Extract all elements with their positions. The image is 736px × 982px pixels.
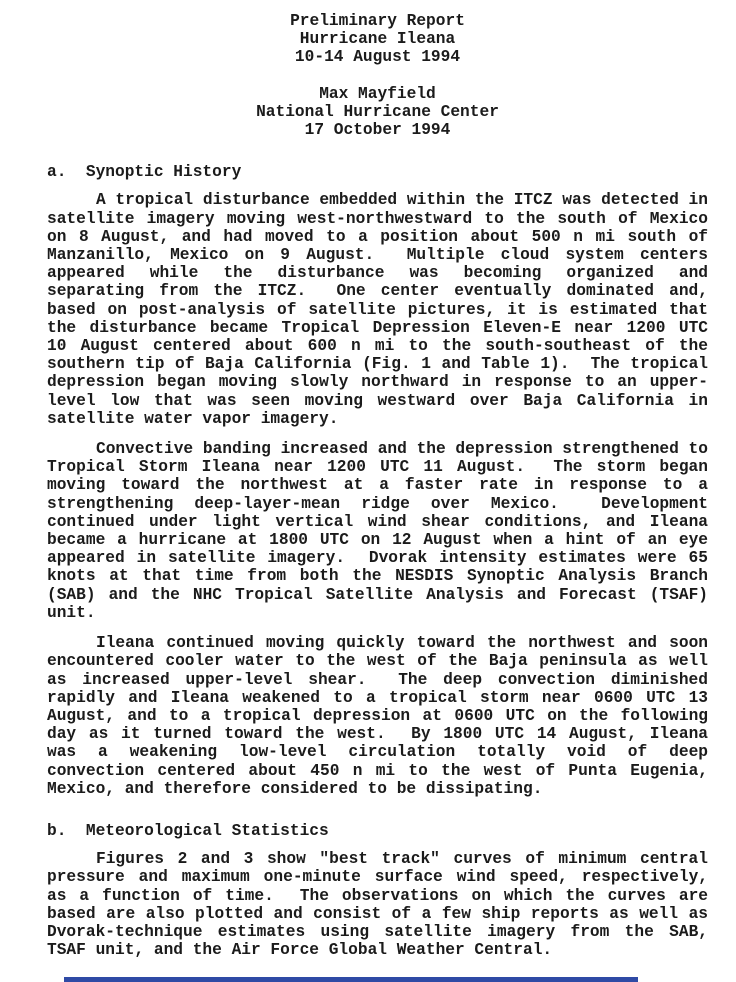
text-line: satellite imagery moving west-northwestward to the south of Mexico [47,209,708,228]
text-line: as increased upper-level shear. The deep convection diminished [47,670,708,689]
text-line: strengthening deep-layer-mean ridge over Mexico. Development [47,494,708,513]
paragraph [47,440,708,622]
text-line: based are also plotted and consist of a few ship reports as well as [47,904,708,923]
report-date: 17 October 1994 [304,121,451,140]
section-b-heading: b. Meteorological Statistics [47,821,329,840]
text-line: was a weakening low-level circulation totally void of deep [47,743,708,762]
section-b-paragraphs [47,850,708,959]
text-line: Figures 2 and 3 show "best track" curves of minimum central [96,850,708,869]
report-organization: National Hurricane Center [256,102,499,121]
text-line: separating from the ITCZ. One center eventually dominated and, [47,282,708,301]
text-line: August, and to a tropical depression at 0600 UTC on the following [47,706,708,725]
text-line: TSAF unit, and the Air Force Global Weather Central. [47,941,553,960]
report-author: Max Mayfield [319,84,436,103]
text-line: based on post-analysis of satellite pictures, it is estimated that [47,300,708,319]
text-line: A tropical disturbance embedded within the ITCZ was detected in [96,191,708,210]
text-line: day as it turned toward the west. By 1800 UTC 14 August, Ileana [47,725,708,744]
text-line: Ileana continued moving quickly toward the northwest and soon [96,634,708,653]
text-line: (SAB) and the NHC Tropical Satellite Analysis and Forecast (TSAF) [47,585,708,604]
report-title-line-3: 10-14 August 1994 [294,48,461,67]
report-byline-block [47,85,708,140]
text-line: on 8 August, and had moved to a position about 500 n mi south of [47,227,708,246]
paragraph [47,634,708,798]
text-line: rapidly and Ileana weakened to a tropical storm near 0600 UTC 13 [47,688,708,707]
report-title-line-1: Preliminary Report [290,12,465,30]
paragraph [47,191,708,428]
text-line: convection centered about 450 n mi to the west of Punta Eugenia, [47,761,708,780]
section-a-paragraphs [47,191,708,798]
text-line: moving toward the northwest at a faster rate in response to a [47,476,708,495]
text-line: appeared while the disturbance was becoming organized and [47,264,708,283]
text-line: Mexico, and therefore considered to be dissipating. [47,779,543,798]
section-meteorological-statistics [47,822,708,959]
footer-blue-bar [64,977,638,982]
text-line: 10 August centered about 600 n mi to the south-southeast of the [47,337,708,356]
section-synoptic-history [47,163,708,798]
text-line: as a function of time. The observations on which the curves are [47,886,708,905]
text-line: Dvorak-technique estimates using satellite imagery from the SAB, [47,922,708,941]
text-line: satellite water vapor imagery. [47,409,339,428]
text-line: became a hurricane at 1800 UTC on 12 August when a hint of an eye [47,531,708,550]
text-line: continued under light vertical wind shear conditions, and Ileana [47,512,708,531]
text-line: Manzanillo, Mexico on 9 August. Multiple cloud system centers [47,246,708,265]
text-line: Convective banding increased and the depression strengthened to [96,440,708,459]
text-line: knots at that time from both the NESDIS Synoptic Analysis Branch [47,567,708,586]
report-text-column [47,12,708,959]
report-title-line-2: Hurricane Ileana [299,30,456,49]
text-line: level low that was seen moving westward over Baja California in [47,391,708,410]
text-line: Tropical Storm Ileana near 1200 UTC 11 August. The storm began [47,458,708,477]
text-line: pressure and maximum one-minute surface wind speed, respectively, [47,868,708,887]
text-line: depression began moving slowly northward in response to an upper- [47,373,708,392]
text-line: southern tip of Baja California (Fig. 1 and Table 1). The tropical [47,355,708,374]
text-line: encountered cooler water to the west of the Baja peninsula as well [47,652,708,671]
text-line: appeared in satellite imagery. Dvorak intensity estimates were 65 [47,549,708,568]
text-line: the disturbance became Tropical Depression Eleven-E near 1200 UTC [47,318,708,337]
report-title-block [47,12,708,67]
section-a-heading: a. Synoptic History [47,163,242,182]
text-line: unit. [47,603,96,622]
paragraph [47,850,708,959]
